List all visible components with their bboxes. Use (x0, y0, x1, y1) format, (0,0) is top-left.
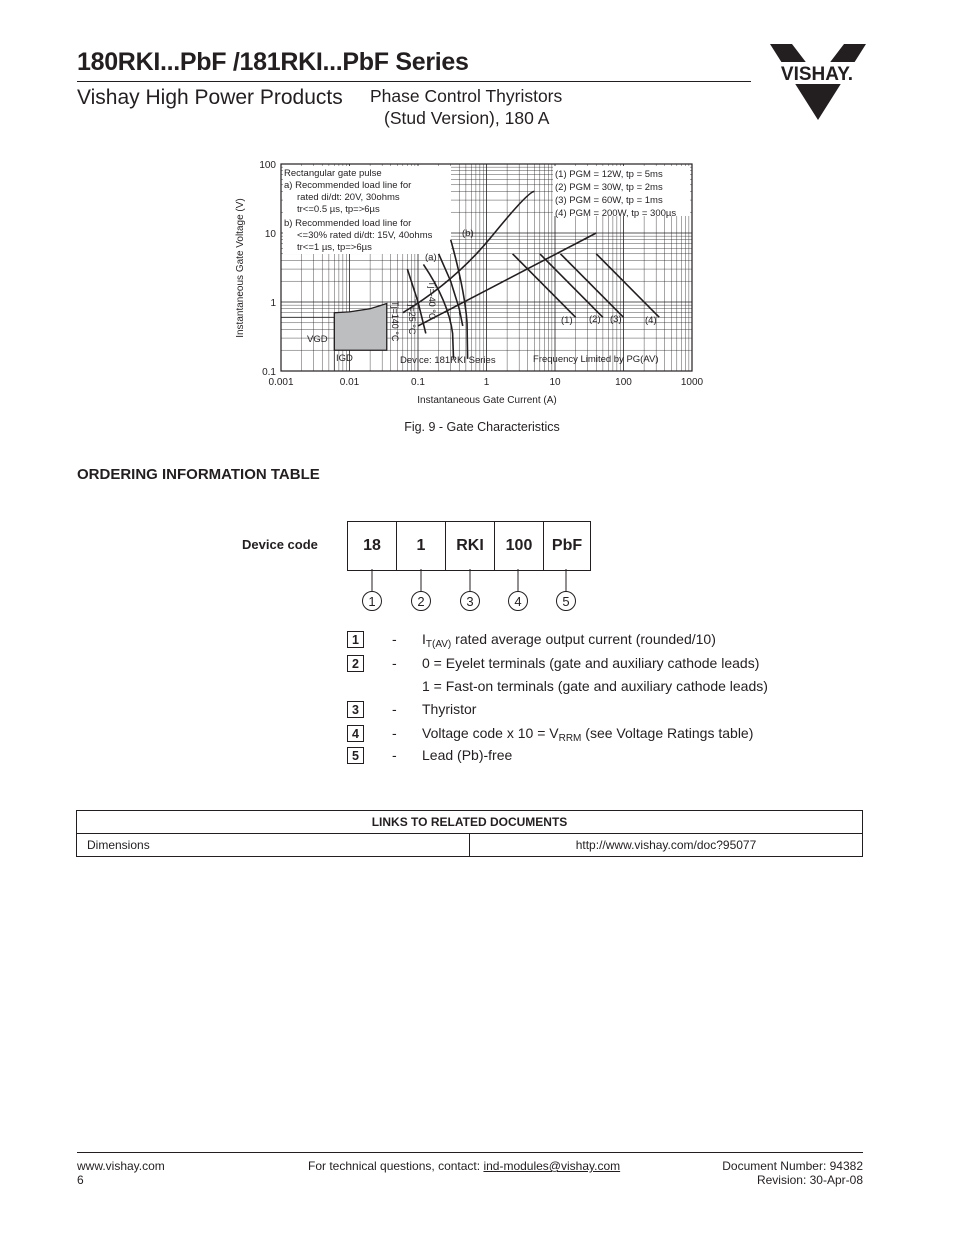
pgm-line-4 (596, 254, 659, 318)
dimensions-link[interactable]: http://www.vishay.com/doc?95077 (470, 834, 863, 857)
page-number: 6 (77, 1173, 84, 1187)
label-pgm-2: (2) (589, 314, 601, 325)
ordering-heading: ORDERING INFORMATION TABLE (77, 466, 320, 483)
chart-legend-entry: (1) PGM = 12W, tp = 5ms (555, 169, 663, 180)
related-documents-table (76, 810, 863, 857)
label-pgm-1: (1) (561, 315, 573, 326)
pgm-line-3 (560, 254, 623, 318)
chart-note-line: b) Recommended load line for (284, 218, 412, 229)
device-code-boxes (347, 521, 591, 571)
code-box-current: 18 (348, 522, 397, 570)
chart-note-line: tr<=1 µs, tp=>6µs (297, 242, 372, 253)
code-box-type: RKI (446, 522, 495, 570)
legend-dash: - (392, 701, 397, 717)
x-tick-label: 0.01 (339, 377, 360, 388)
table-row (77, 834, 863, 857)
label-tj-140: Tj=140 °C (390, 301, 400, 342)
chart-legend-entry: (4) PGM = 200W, tp = 300µs (555, 208, 677, 219)
legend-description: Lead (Pb)-free (422, 747, 513, 763)
device-code-label: Device code (242, 537, 318, 552)
footer-divider (77, 1152, 863, 1153)
code-number-label: 3 (466, 594, 474, 609)
legend-description: 1 = Fast-on terminals (gate and auxiliary cathode leads) (422, 678, 768, 694)
y-axis-label: Instantaneous Gate Voltage (V) (235, 198, 246, 338)
label-load-line-a: (a) (425, 252, 437, 263)
legend-dash: - (392, 631, 397, 647)
label-igd: IGD (336, 353, 353, 364)
title-divider (77, 81, 751, 82)
pgm-line-2 (540, 254, 603, 318)
y-tick-label: 1 (270, 298, 276, 309)
legend-number: 2 (347, 655, 364, 672)
code-box-terminals: 1 (397, 522, 446, 570)
y-tick-label: 0.1 (262, 367, 276, 378)
x-tick-label: 10 (549, 377, 561, 388)
legend-subscript: T(AV) (425, 639, 452, 650)
code-box-leadfree: PbF (551, 537, 583, 554)
related-documents-header: LINKS TO RELATED DOCUMENTS (77, 811, 863, 834)
code-number-label: 2 (417, 594, 425, 609)
label-tj-minus40: Tj=-40 °C (427, 281, 437, 320)
legend-description: (see Voltage Ratings table) (581, 725, 754, 741)
dimensions-label: Dimensions (77, 834, 470, 857)
label-pgm-4: (4) (645, 315, 657, 326)
legend-number: 5 (347, 747, 364, 764)
label-frequency-limit: Frequency Limited by PG(AV) (533, 354, 659, 365)
product-description-line2: (Stud Version), 180 A (384, 108, 550, 128)
footer-email-link[interactable]: ind-modules@vishay.com (483, 1159, 621, 1173)
chart-note-line: tr<=0.5 µs, tp=>6µs (297, 204, 380, 215)
document-title: 180RKI...PbF /181RKI...PbF Series (77, 48, 469, 76)
pgm-line-1 (513, 254, 576, 318)
label-tj-25: Tj=25 °C (407, 299, 417, 335)
chart-note-line: a) Recommended load line for (284, 180, 412, 191)
x-tick-label: 0.001 (268, 377, 294, 388)
gate-characteristics-chart (0, 150, 954, 420)
code-box-voltage: 100 (495, 522, 544, 570)
x-tick-label: 0.1 (411, 377, 425, 388)
label-device: Device: 181RKI Series (400, 355, 496, 366)
x-tick-label: 1 (483, 377, 490, 388)
legend-description: 0 = Eyelet terminals (gate and auxiliary cathode leads) (422, 655, 760, 671)
chart-legend-entry: (3) PGM = 60W, tp = 1ms (555, 195, 663, 206)
document-number: Document Number: 94382 (722, 1159, 863, 1173)
product-description-line1: Phase Control Thyristors (370, 86, 563, 106)
label-vgd: VGD (307, 334, 328, 345)
legend-number: 1 (347, 631, 364, 648)
legend-subscript: RRM (558, 733, 582, 744)
vishay-logo (770, 44, 866, 120)
legend-dash: - (392, 655, 397, 671)
x-axis-label: Instantaneous Gate Current (A) (417, 395, 557, 406)
chart-legend-entry: (2) PGM = 30W, tp = 2ms (555, 182, 663, 193)
label-load-line-b: (b) (462, 228, 474, 239)
legend-number: 4 (347, 725, 364, 742)
x-tick-label: 100 (615, 377, 632, 388)
legend-text (422, 725, 753, 744)
legend-description: rated average output current (rounded/10) (451, 631, 716, 647)
code-number-label: 5 (562, 594, 570, 609)
legend-dash: - (392, 725, 397, 741)
vishay-logo-text: VISHAY. (780, 64, 854, 85)
footer-website[interactable]: www.vishay.com (77, 1159, 165, 1173)
gate-trigger-region (334, 304, 386, 351)
legend-prefix: I (422, 631, 426, 647)
figure-caption: Fig. 9 - Gate Characteristics (404, 420, 560, 434)
footer-contact-prefix: For technical questions, contact: (308, 1159, 484, 1173)
chart-note-line: Rectangular gate pulse (284, 168, 382, 179)
y-tick-label: 10 (264, 229, 276, 240)
code-number-label: 4 (514, 594, 522, 609)
footer-contact (308, 1159, 620, 1173)
legend-description: Thyristor (422, 701, 477, 717)
chart-note-line: rated di/dt: 20V, 30ohms (297, 192, 400, 203)
legend-number: 3 (347, 701, 364, 718)
legend-dash: - (392, 747, 397, 763)
x-tick-label: 1000 (680, 377, 704, 388)
y-tick-label: 100 (259, 160, 276, 171)
chart-note-line: <=30% rated di/dt: 15V, 40ohms (297, 230, 433, 241)
revision-date: Revision: 30-Apr-08 (756, 1173, 863, 1187)
code-number-label: 1 (368, 594, 376, 609)
legend-text (422, 631, 716, 650)
legend-prefix: Voltage code x 10 = V (422, 725, 559, 741)
document-subtitle: Vishay High Power Products (77, 86, 343, 109)
code-connector-lines (0, 569, 954, 629)
label-pgm-3: (3) (610, 314, 622, 325)
